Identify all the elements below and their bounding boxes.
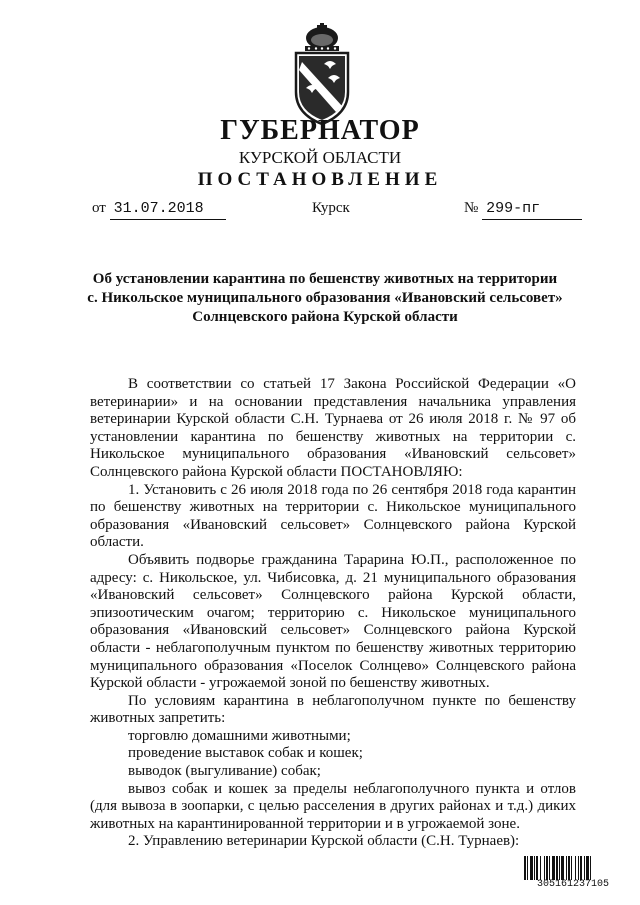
- barcode: [524, 856, 622, 890]
- barcode-bars-icon: [524, 856, 622, 880]
- preamble-paragraph: В соответствии со статьей 17 Закона Российской Федерации «О ветеринарии» и на основании представления начальника управления ветеринарии Курской области С.Н. Турнаева от 26 июля 2018 г. № 97 об установлении карантина по бешенству животных на территории с. Никольское муниципального образования «Ивановский сельсовет» Солнцевского района Курской области ПОСТАНОВЛЯЮ:: [90, 376, 576, 480]
- prohibition-item: проведение выставок собак и кошек;: [128, 745, 363, 762]
- document-type: ПОСТАНОВЛЕНИЕ: [197, 169, 443, 190]
- heading-line: Солнцевского района Курской области: [192, 309, 458, 325]
- document-number: [464, 198, 582, 220]
- governor-title: ГУБЕРНАТОР: [220, 115, 420, 146]
- document-city: Курск: [312, 200, 350, 216]
- heading-line: Об установлении карантина по бешенству животных на территории: [92, 271, 558, 287]
- clause-1-paragraph: 1. Установить с 26 июля 2018 года по 26 сентября 2018 года карантин по бешенству животных на территории с. Никольское муниципального образования «Ивановский сельсовет» Солнцевского района Курской области.: [90, 481, 576, 551]
- prohibition-item: торговлю домашними животными;: [128, 727, 351, 744]
- document-body: [90, 376, 576, 851]
- prohibition-item: выводок (выгуливание) собак;: [128, 763, 321, 780]
- barcode-number: 305161237105: [536, 879, 609, 890]
- document-date: [92, 198, 226, 220]
- quarantine-conditions-paragraph: По условиям карантина в неблагополучном пункте по бешенству животных запретить:: [90, 692, 576, 727]
- document-heading: [80, 270, 570, 327]
- region-subtitle: КУРСКОЙ ОБЛАСТИ: [238, 148, 402, 167]
- date-value: 31.07.2018: [110, 199, 226, 220]
- number-prefix: №: [464, 200, 479, 216]
- coat-of-arms-icon: [290, 22, 354, 128]
- heading-line: с. Никольское муниципального образования «Ивановский сельсовет»: [87, 290, 563, 306]
- epizootic-focus-paragraph: Объявить подворье гражданина Тарарина Ю.П., расположенное по адресу: с. Никольское, ул. Чибисовка, д. 21 муниципального образования «Ивановский сельсовет» Солнцевского района Курской области, эпизоотическим очагом; территорию с. Никольское муниципального образования «Ивановский сельсовет» Солнцевского района Курской области - неблагополучным пунктом по бешенству животных территорию муниципального образования «Поселок Солнцево» Солнцевского района Курской области - угрожаемой зоной по бешенству животных.: [90, 551, 576, 692]
- date-prefix: от: [92, 200, 106, 216]
- clause-2-paragraph: 2. Управлению ветеринарии Курской области (С.Н. Турнаев):: [128, 833, 520, 850]
- number-value: 299-пг: [482, 199, 582, 220]
- export-ban-paragraph: вывоз собак и кошек за пределы неблагополучного пункта и отлов (для вывоза в зоопарки, с целью расселения в других районах и т.д.) диких животных на карантинированной территории и в угрожаемой зоне.: [90, 780, 576, 832]
